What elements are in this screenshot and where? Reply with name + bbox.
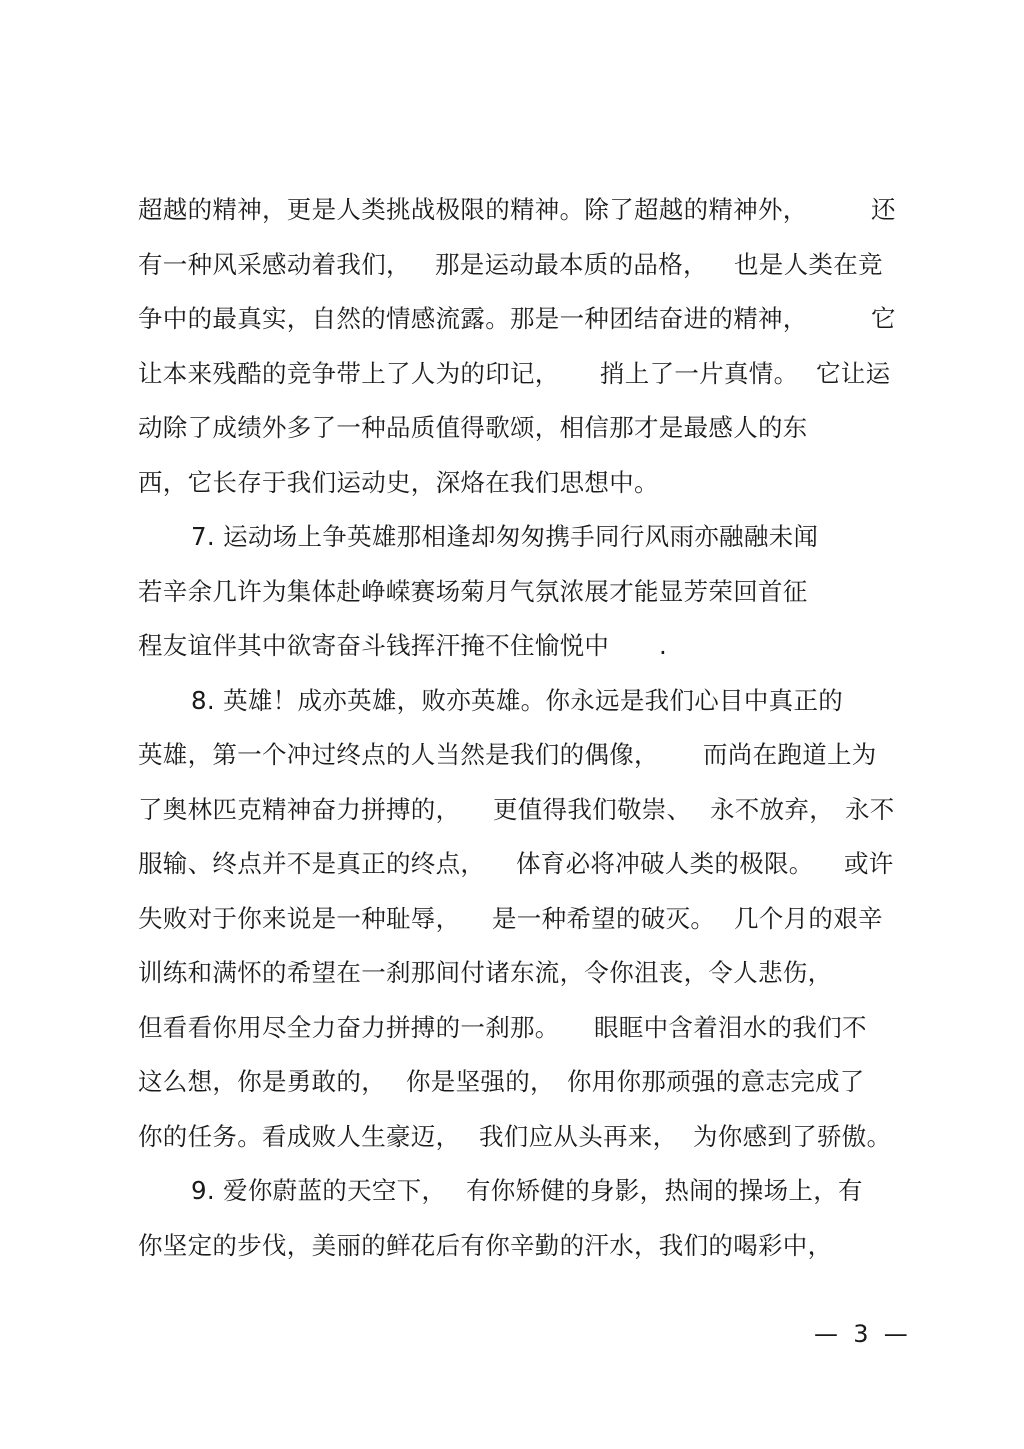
text-line-9 <box>138 623 898 678</box>
text-segment: 超越的精神，更是人类挑战极限的精神。除了超越的精神外， <box>138 195 808 224</box>
text-segment: 了奥林匹克精神奋力拼搏的， <box>138 794 461 824</box>
text-segment: 或许 <box>844 849 894 878</box>
text-segment: 程友谊伴其中欲寄奋斗钱挥汗掩不住愉悦中 <box>138 631 610 660</box>
text-segment: 你坚定的步伐，美丽的鲜花后有你辛勤的汗水，我们的喝彩中， <box>138 1230 833 1260</box>
text-line-8 <box>138 569 898 624</box>
text-segment: 这么想，你是勇敢的， <box>138 1067 386 1096</box>
text-line-15 <box>138 950 898 1005</box>
text-segment: 你的任务。看成败人生豪迈， <box>138 1121 461 1151</box>
text-line-14 <box>138 896 898 951</box>
text-line-13 <box>138 841 898 896</box>
text-segment: 是一种希望的破灭。 <box>492 903 716 933</box>
text-segment: 有你矫健的身影，热闹的操场上，有 <box>466 1176 863 1205</box>
text-line-18 <box>138 1114 898 1169</box>
text-line-6 <box>138 460 898 515</box>
text-segment: 让本来残酷的竞争带上了人为的印记， <box>138 358 560 388</box>
text-line-19 <box>138 1168 898 1223</box>
text-line-16 <box>138 1005 898 1060</box>
text-segment: 7. 运动场上争英雄那相逢却匆匆携手同行风雨亦融融未闻 <box>191 522 819 551</box>
text-segment: 你用你那顽强的意志完成了 <box>567 1067 865 1096</box>
text-segment: 西，它长存于我们运动史，深烙在我们思想中。 <box>138 467 659 497</box>
text-line-7 <box>138 514 898 569</box>
text-segment: 为你感到了骄傲。 <box>693 1121 892 1151</box>
text-line-20 <box>138 1223 898 1278</box>
text-line-10 <box>138 678 898 733</box>
text-segment: 我们应从头再来， <box>479 1121 678 1151</box>
text-segment: 你是坚强的， <box>406 1067 555 1096</box>
text-segment: 那是运动最本质的品格， <box>435 249 708 279</box>
text-segment: 体育必将冲破人类的极限。 <box>516 849 814 878</box>
text-line-5 <box>138 405 898 460</box>
text-segment: 而尚在跑道上为 <box>703 740 877 769</box>
text-segment: 动除了成绩外多了一种品质值得歌颂，相信那才是最感人的东 <box>138 413 808 442</box>
text-segment: 眼眶中含着泪水的我们不 <box>594 1012 867 1042</box>
text-segment: 失败对于你来说是一种耻辱， <box>138 903 461 933</box>
text-line-4 <box>138 351 898 406</box>
text-segment: 但看看你用尽全力奋力拼搏的一刹那。 <box>138 1012 560 1042</box>
text-segment: 若辛余几许为集体赴峥嵘赛场菊月气氛浓展才能显芳荣回首征 <box>138 576 808 606</box>
text-segment: 永不放弃， <box>710 794 834 824</box>
text-segment: 也是人类在竞 <box>734 249 883 279</box>
text-line-17 <box>138 1059 898 1114</box>
body-text <box>138 187 898 1277</box>
text-segment: 有一种风采感动着我们， <box>138 249 411 279</box>
text-line-1 <box>138 187 898 242</box>
text-line-12 <box>138 787 898 842</box>
text-segment: 争中的最真实，自然的情感流露。那是一种团结奋进的精神， <box>138 304 808 333</box>
text-segment: 它 <box>871 304 896 333</box>
text-line-3 <box>138 296 898 351</box>
text-segment: 英雄，第一个冲过终点的人当然是我们的偶像， <box>138 740 659 769</box>
text-line-11 <box>138 732 898 787</box>
text-segment: 它让运 <box>816 358 891 388</box>
text-segment: 9. 爱你蔚蓝的天空下， <box>191 1176 447 1205</box>
page-number: — 3 — <box>814 1320 908 1348</box>
text-segment: 更值得我们敬崇、 <box>493 794 692 824</box>
text-segment: 还 <box>871 195 896 224</box>
text-segment: 8. 英雄！成亦英雄，败亦英雄。你永远是我们心目中真正的 <box>191 685 844 715</box>
text-segment: 服输、终点并不是真正的终点， <box>138 849 486 878</box>
text-segment: . <box>659 631 668 660</box>
text-line-2 <box>138 242 898 297</box>
text-segment: 永不 <box>845 794 895 824</box>
text-segment: 训练和满怀的希望在一刹那间付诸东流，令你沮丧，令人悲伤， <box>138 958 833 987</box>
text-segment: 捎上了一片真情。 <box>600 358 799 388</box>
text-segment: 几个月的艰辛 <box>734 903 883 933</box>
